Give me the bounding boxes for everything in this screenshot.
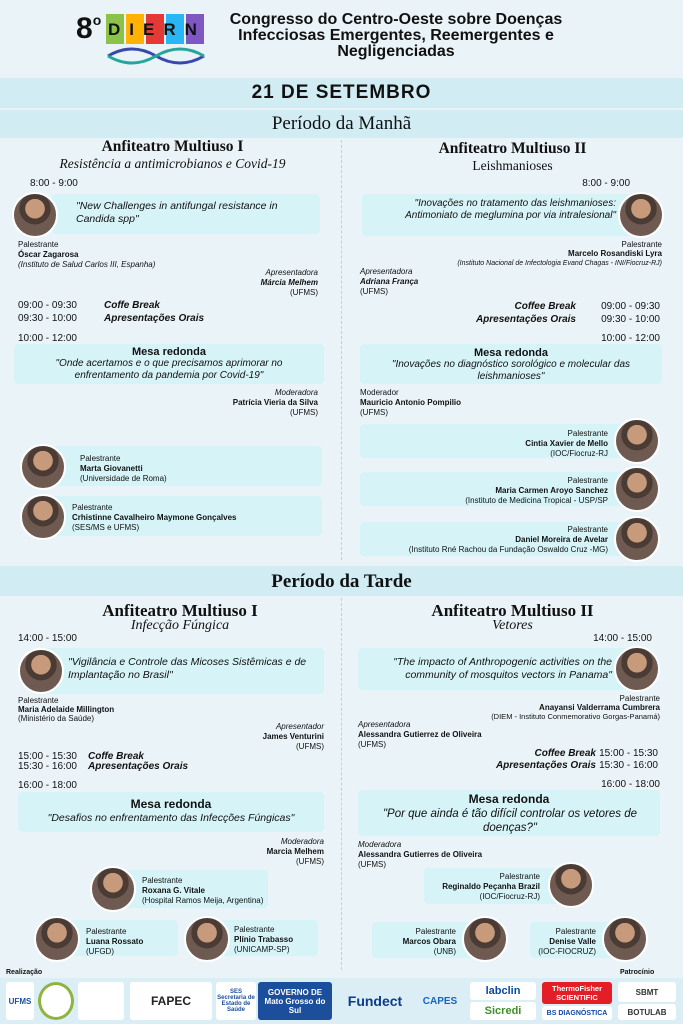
ar-mod-name: Alessandra Gutierres de Oliveira <box>358 850 483 859</box>
al-mesa: Mesa redonda <box>130 797 212 811</box>
al-p2-avatar <box>34 916 80 962</box>
ar-theme: Vetores <box>492 618 533 633</box>
al-time1: 14:00 - 15:00 <box>18 633 77 644</box>
ar-b1-label: Coffee Break <box>534 748 596 759</box>
mr-p2-org: (Instituto de Medicina Tropical - USP/SP <box>465 496 608 505</box>
ml-presenter-name: Márcia Melhem <box>260 278 318 287</box>
ar-mod-role: Moderadora <box>358 840 402 849</box>
ml-mod-role: Moderadora <box>274 388 318 397</box>
mr-time2: 10:00 - 12:00 <box>601 333 660 344</box>
ml-presenter-org: (UFMS) <box>290 288 318 297</box>
ml-p2-avatar <box>20 494 66 540</box>
ar-p3-role: Palestrante <box>555 927 596 936</box>
ar-p1-avatar <box>548 862 594 908</box>
fapec-logo: FAPEC <box>130 982 212 1020</box>
al-theme: Infecção Fúngica <box>130 618 230 633</box>
edition-suffix: o <box>92 12 102 28</box>
title-line-2: Infecciosas Emergentes, Reemergentes e <box>238 27 554 44</box>
ml-hall: Anfiteatro Multiuso I <box>101 138 244 155</box>
thermofisher-logo: ThermoFisher SCIENTIFIC <box>542 982 612 1004</box>
ar-speaker-role: Palestrante <box>619 694 660 703</box>
ar-p2-role: Palestrante <box>415 927 456 936</box>
mr-hall: Anfiteatro Multiuso II <box>438 140 587 157</box>
title-line-1: Congresso do Centro-Oeste sobre Doenças <box>229 11 563 28</box>
mr-p3-name: Daniel Moreira de Avelar <box>515 535 608 544</box>
al-p1-org: (Hospital Ramos Meija, Argentina) <box>142 896 264 905</box>
ml-p2-name: Crhistinne Cavalheiro Maymone Gonçalves <box>72 513 237 522</box>
ar-hall: Anfiteatro Multiuso II <box>431 601 594 620</box>
capes-logo: CAPES <box>422 995 458 1007</box>
ml-quote2: "Onde acertamos e o que precisamos aprimorar no enfrentamento da pandemia por Covid-19" <box>55 358 283 381</box>
sicredi-logo: Sicredi <box>470 1002 536 1020</box>
al-mod-role: Moderadora <box>280 837 324 846</box>
ar-speaker-avatar <box>614 646 660 692</box>
ml-b1-label: Coffe Break <box>104 300 160 311</box>
mr-p1-name: Cintia Xavier de Mello <box>525 439 608 448</box>
mr-presenter-role: Apresentadora <box>360 267 413 276</box>
ar-b2-time: 15:30 - 16:00 <box>599 760 658 771</box>
mr-p2-role: Palestrante <box>567 476 608 485</box>
al-p1-name: Roxana G. Vitale <box>142 886 205 895</box>
patrocinio-label: Patrocínio <box>620 969 655 976</box>
ses-logo: SES Secretaria de Estado de Saúde <box>216 982 256 1020</box>
ar-p2-avatar <box>462 916 508 962</box>
mr-b1-time: 09:00 - 09:30 <box>601 301 660 312</box>
sbmt-logo: SBMT <box>618 982 676 1002</box>
al-p1-avatar <box>90 866 136 912</box>
ml-speaker-name: Óscar Zagarosa <box>18 250 79 259</box>
al-speaker-role: Palestrante <box>18 696 59 705</box>
al-hall: Anfiteatro Multiuso I <box>102 601 258 620</box>
ar-p2-org: (UNB) <box>433 947 456 956</box>
ar-mod-org: (UFMS) <box>358 860 386 869</box>
mr-p3-org: (Instituto Rné Rachou da Fundação Oswaldo Cruz -MG) <box>408 545 608 554</box>
fundect-logo: Fundect <box>347 993 403 1009</box>
ml-p1-name: Marta Giovanetti <box>80 464 143 473</box>
ml-mod-name: Patrícia Vieria da Silva <box>232 398 318 407</box>
bs-diagnostica-logo: BS DIAGNÓSTICA <box>542 1006 612 1020</box>
labclin-logo: labclin <box>470 982 536 1000</box>
ml-presenter-role: Apresentadora <box>265 268 318 277</box>
al-p3-role: Palestrante <box>234 925 275 934</box>
congress-title <box>226 12 566 60</box>
al-mod-name: Marcia Melhem <box>266 847 324 856</box>
al-p2-name: Luana Rossato <box>86 937 144 946</box>
ar-speaker-name: Anayansi Valderrama Cumbrera <box>539 703 660 712</box>
ufms-logo: UFMS <box>6 982 34 1020</box>
mr-b2-time: 09:30 - 10:00 <box>601 314 660 325</box>
mr-quote1: "Inovações no tratamento das leishmanioses: Antimoniato de meglumina por via intralesional" <box>405 198 616 221</box>
ar-quote2: "Por que ainda é tão difícil controlar os vetores de doenças?" <box>382 808 638 834</box>
al-speaker-avatar <box>18 648 64 694</box>
ml-time2: 10:00 - 12:00 <box>18 333 77 344</box>
edition-number <box>76 12 101 46</box>
ar-p3-avatar <box>602 916 648 962</box>
ml-speaker-org: (Instituto de Salud Carlos III, Espanha) <box>18 260 156 269</box>
ms-gov-logo: GOVERNO DE Mato Grosso do Sul <box>258 982 332 1020</box>
partner-logo-rectangle <box>78 982 124 1020</box>
mr-p3-role: Palestrante <box>567 525 608 534</box>
ml-p1-org: (Universidade de Roma) <box>80 474 167 483</box>
morning-title: Período da Manhã <box>271 113 412 134</box>
realizacao-label: Realização <box>6 969 43 976</box>
ml-quote1: "New Challenges in antifungal resistance in Candida spp" <box>76 200 278 225</box>
ml-time1: 8:00 - 9:00 <box>30 178 78 189</box>
ar-p1-name: Reginaldo Peçanha Brazil <box>442 882 540 891</box>
title-line-3: Negligenciadas <box>337 43 455 60</box>
ml-b2-time: 09:30 - 10:00 <box>18 313 77 324</box>
ml-p1-avatar <box>20 444 66 490</box>
mr-p1-role: Palestrante <box>567 429 608 438</box>
ar-p2-name: Marcos Obara <box>402 937 456 946</box>
al-p2-org: (UFGD) <box>86 947 114 956</box>
ar-p1-org: (IOC/Fiocruz-RJ) <box>479 892 540 901</box>
ar-presenter-org: (UFMS) <box>358 740 386 749</box>
ar-p3-org: (IOC-FIOCRUZ) <box>538 947 596 956</box>
mr-b1-label: Coffee Break <box>514 301 576 312</box>
afternoon-title: Período da Tarde <box>271 571 412 592</box>
al-p2-role: Palestrante <box>86 927 127 936</box>
al-p1-role: Palestrante <box>142 876 183 885</box>
mr-speaker-avatar <box>618 192 664 238</box>
mr-time1: 8:00 - 9:00 <box>582 178 630 189</box>
ar-presenter-role: Apresentadora <box>358 720 411 729</box>
ml-mesa: Mesa redonda <box>132 346 206 358</box>
date-label: 21 DE SETEMBRO <box>251 82 432 103</box>
mr-speaker-name: Marcelo Rosandiski Lyra <box>568 249 662 258</box>
mr-speaker-role: Palestrante <box>621 240 662 249</box>
ml-speaker-role: Palestrante <box>18 240 59 249</box>
partner-logo-emblem <box>38 982 74 1020</box>
ar-b2-label: Apresentações Orais <box>495 760 596 771</box>
mr-p3-avatar <box>614 516 660 562</box>
al-b1-label: Coffe Break <box>88 751 144 762</box>
afternoon-divider <box>341 598 342 970</box>
mr-presenter-org: (UFMS) <box>360 287 388 296</box>
al-presenter-role: Apresentador <box>275 722 324 731</box>
ml-b2-label: Apresentações Orais <box>104 313 205 324</box>
ar-time2: 16:00 - 18:00 <box>601 779 660 790</box>
ar-speaker-org: (DIEM - Instituto Conmemorativo Gorgas-Panamá) <box>491 712 660 721</box>
ml-p1-role: Palestrante <box>80 454 121 463</box>
al-p3-org: (UNICAMP-SP) <box>234 945 290 954</box>
mr-speaker-org: (Instituto Nacional de Infectologia Evand Chagas - INI/Fiocruz-RJ) <box>457 260 662 267</box>
ar-p1-role: Palestrante <box>499 872 540 881</box>
ml-theme: Resistência a antimicrobianos e Covid-19 <box>59 156 286 171</box>
mr-b2-label: Apresentações Orais <box>475 314 576 325</box>
ar-mesa: Mesa redonda <box>468 792 550 806</box>
logo-text: DIERN <box>108 20 206 39</box>
al-presenter-org: (UFMS) <box>296 742 324 751</box>
mr-p1-org: (IOC/Fiocruz-RJ <box>550 449 608 458</box>
botulab-logo: BOTULAB <box>618 1004 676 1020</box>
ml-b1-time: 09:00 - 09:30 <box>18 300 77 311</box>
ar-quote1: "The impacto of Anthropogenic activities on the community of mosquitos vectors in Panama" <box>393 656 612 681</box>
ml-p2-role: Palestrante <box>72 503 113 512</box>
al-p3-name: Plínio Trabasso <box>234 935 294 944</box>
mr-p1-avatar <box>614 418 660 464</box>
ar-p3-name: Denise Valle <box>549 937 596 946</box>
al-speaker-name: Maria Adelaide Millington <box>18 705 115 714</box>
ar-presenter-name: Alessandra Gutierrez de Oliveira <box>358 730 482 739</box>
ar-time1: 14:00 - 15:00 <box>593 633 652 644</box>
al-b2-time: 15:30 - 16:00 <box>18 761 77 772</box>
mr-mod-name: Mauricio Antonio Pompilio <box>360 398 462 407</box>
al-p3-avatar <box>184 916 230 962</box>
edition-digit: 8 <box>76 12 93 45</box>
al-b2-label: Apresentações Orais <box>88 761 189 772</box>
al-b1-time: 15:00 - 15:30 <box>18 751 77 762</box>
mr-theme: Leishmanioses <box>472 158 553 173</box>
al-speaker-org: (Ministério da Saúde) <box>18 714 95 723</box>
al-quote1: "Vigilância e Controle das Micoses Sistêmicas e de Implantação no Brasil" <box>68 656 307 681</box>
mr-p2-name: Maria Carmen Aroyo Sanchez <box>495 486 608 495</box>
mr-mod-org: (UFMS) <box>360 408 388 417</box>
mr-presenter-name: Adriana França <box>360 277 419 286</box>
mr-mesa: Mesa redonda <box>474 347 548 359</box>
ml-p2-org: (SES/MS e UFMS) <box>72 523 140 532</box>
mr-mod-role: Moderador <box>360 388 399 397</box>
mr-p2-avatar <box>614 466 660 512</box>
mr-quote2: "Inovações no diagnóstico sorológico e molecular das leishmanioses" <box>391 359 631 382</box>
al-time2: 16:00 - 18:00 <box>18 780 77 791</box>
morning-divider <box>341 140 342 560</box>
ml-mod-org: (UFMS) <box>290 408 318 417</box>
ar-b1-time: 15:00 - 15:30 <box>599 748 658 759</box>
ml-speaker-avatar <box>12 192 58 238</box>
al-quote2: "Desafios no enfrentamento das Infecções Fúngicas" <box>47 812 295 824</box>
al-presenter-name: James Venturini <box>262 732 324 741</box>
al-mod-org: (UFMS) <box>296 857 324 866</box>
